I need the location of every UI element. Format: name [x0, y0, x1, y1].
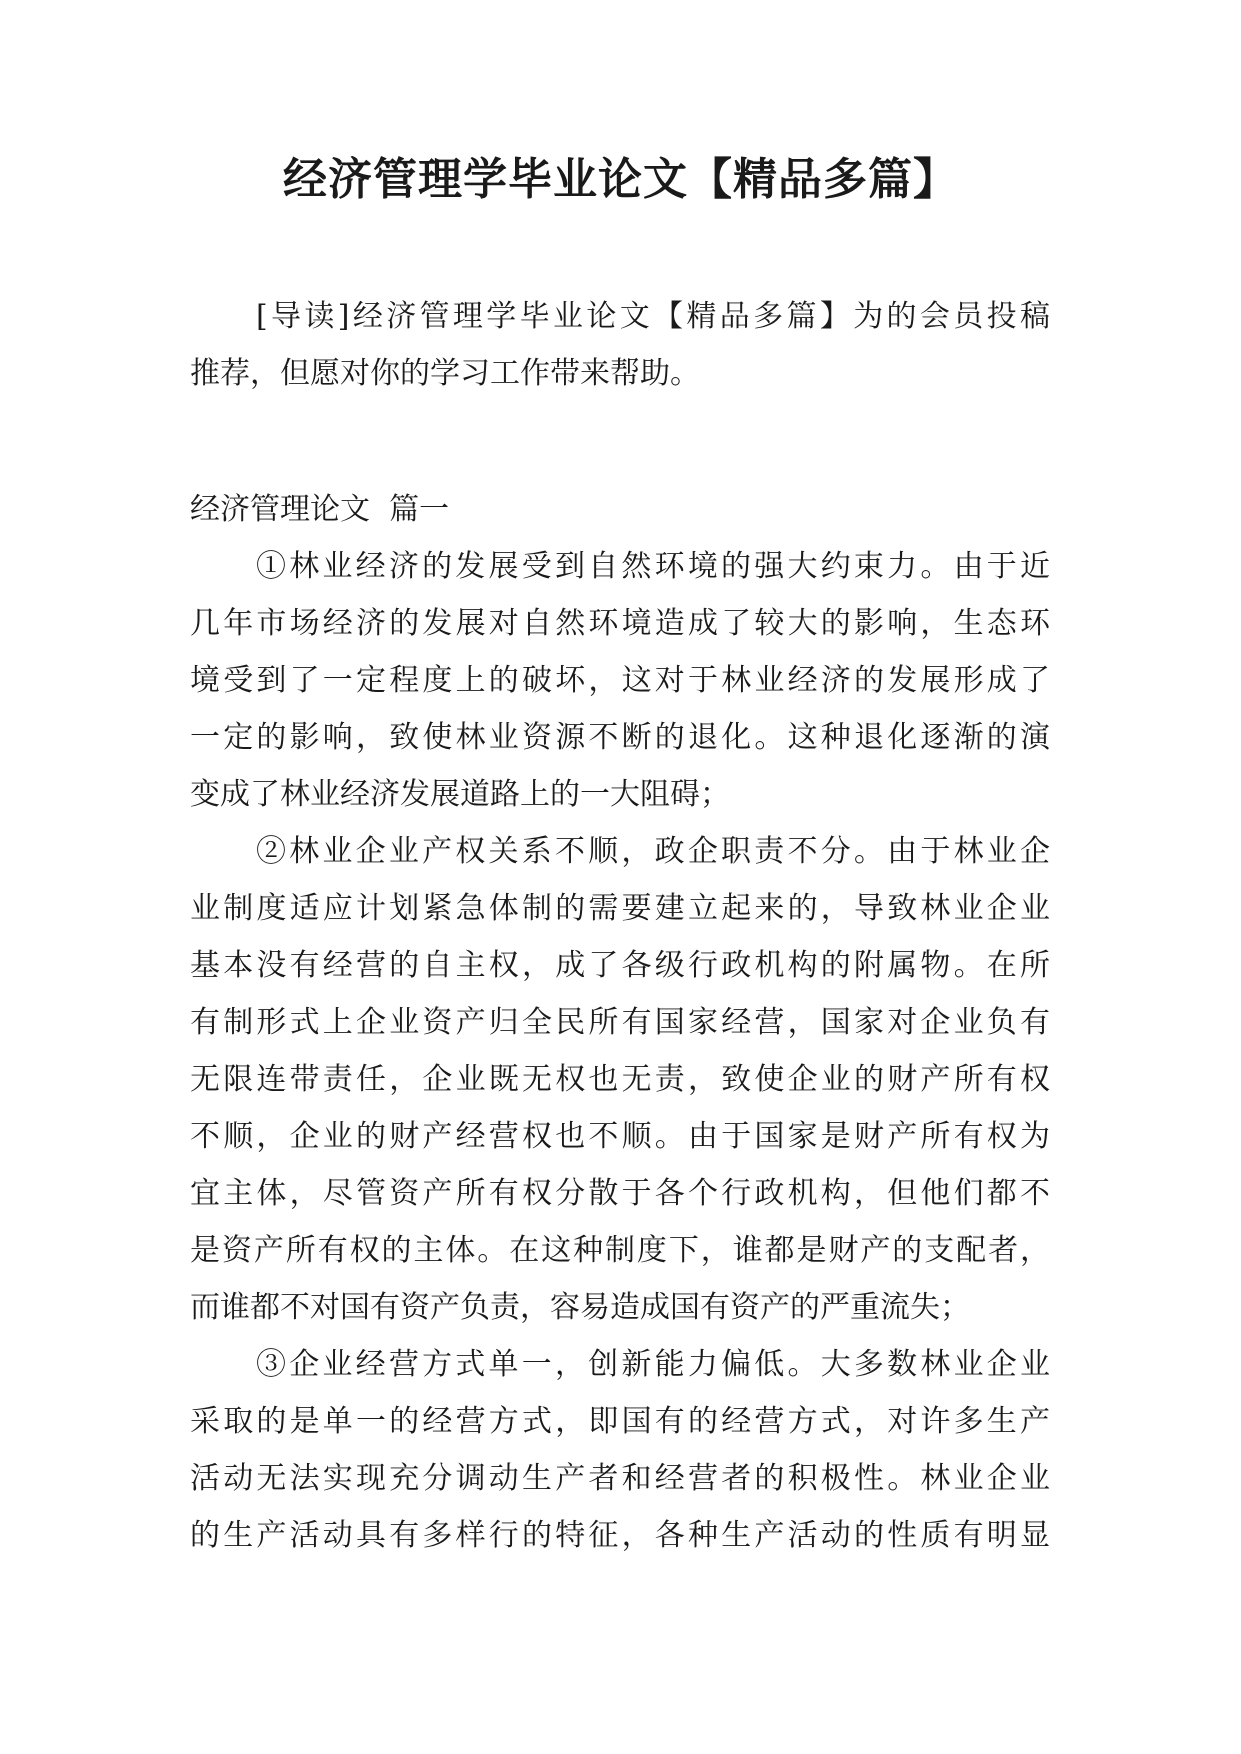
paragraph-line: 有制形式上企业资产归全民所有国家经营，国家对企业负有	[190, 1005, 1050, 1040]
paragraph-line: ②林业企业产权关系不顺，政企职责不分。由于林业企	[256, 834, 1050, 869]
paragraph-1	[190, 538, 1050, 823]
paragraph-line: 几年市场经济的发展对自然环境造成了较大的影响，生态环	[190, 606, 1050, 641]
paragraph-line: 宜主体，尽管资产所有权分散于各个行政机构，但他们都不	[190, 1176, 1050, 1211]
paragraph-line: 境受到了一定程度上的破坏，这对于林业经济的发展形成了	[190, 663, 1050, 698]
paragraph-line: ①林业经济的发展受到自然环境的强大约束力。由于近	[256, 549, 1050, 584]
paragraph-line: 业制度适应计划紧急体制的需要建立起来的，导致林业企业	[190, 891, 1050, 926]
paragraph-line: 而谁都不对国有资产负责，容易造成国有资产的严重流失；	[190, 1290, 970, 1325]
paragraph-line: 的生产活动具有多样行的特征，各种生产活动的性质有明显	[190, 1518, 1050, 1553]
paragraph-line: 不顺，企业的财产经营权也不顺。由于国家是财产所有权为	[190, 1119, 1050, 1154]
paragraph-2	[190, 823, 1050, 1336]
document-body	[190, 288, 1050, 1564]
document-title: 经济管理学毕业论文【精品多篇】	[283, 154, 958, 205]
paragraph-line: 采取的是单一的经营方式，即国有的经营方式，对许多生产	[190, 1404, 1050, 1439]
paragraph-line: 是资产所有权的主体。在这种制度下，谁都是财产的支配者，	[190, 1233, 1050, 1268]
paragraph-line: 基本没有经营的自主权，成了各级行政机构的附属物。在所	[190, 948, 1050, 983]
paragraph-line: 一定的影响，致使林业资源不断的退化。这种退化逐渐的演	[190, 720, 1050, 755]
paragraph-line: 变成了林业经济发展道路上的一大阻碍；	[190, 777, 730, 812]
intro-line: 推荐，但愿对你的学习工作带来帮助。	[190, 356, 700, 391]
intro-line: [导读]经济管理学毕业论文【精品多篇】为的会员投稿	[256, 299, 1050, 334]
section-heading: 经济管理论文 篇一	[190, 492, 450, 527]
paragraph-line: 活动无法实现充分调动生产者和经营者的积极性。林业企业	[190, 1461, 1050, 1496]
paragraph-line: ③企业经营方式单一，创新能力偏低。大多数林业企业	[256, 1347, 1050, 1382]
intro-paragraph	[190, 288, 1050, 402]
paragraph-line: 无限连带责任，企业既无权也无责，致使企业的财产所有权	[190, 1062, 1050, 1097]
paragraph-3	[190, 1336, 1050, 1564]
